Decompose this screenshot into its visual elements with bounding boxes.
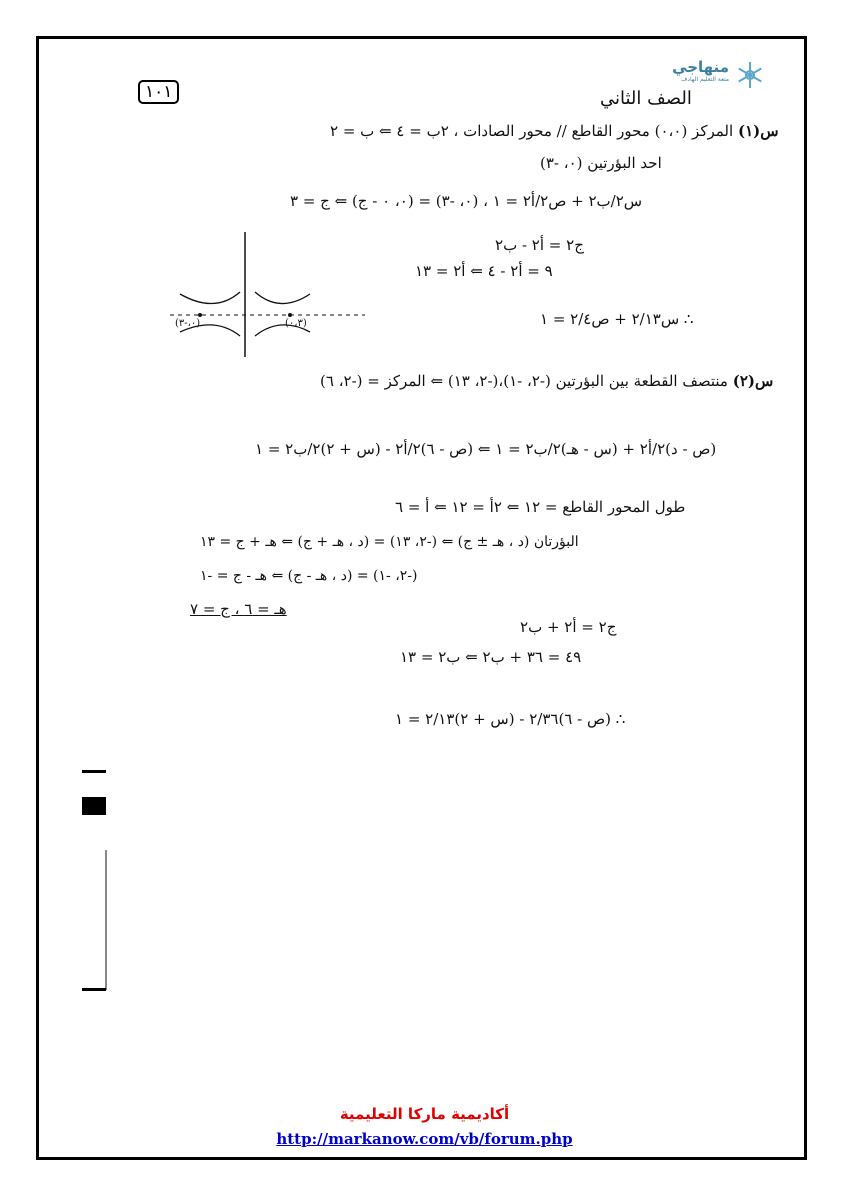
q2-label: س(٢) <box>732 372 774 390</box>
logo-text <box>672 58 729 83</box>
q1-line4b: ٩ = أ٢ - ٤ ⇐ أ٢ = ١٣ <box>415 262 553 280</box>
snowflake-icon <box>735 60 765 90</box>
footer-academy-name: أكاديمية ماركا التعليمية <box>339 1105 510 1123</box>
q1-line2: احد البؤرتين (٠، -٣) <box>540 154 662 172</box>
sketch-right-point: (٠،٣) <box>285 318 307 329</box>
scan-mark-bottom <box>82 988 106 991</box>
q1-line3: س٢/ب٢ + ص٢/أ٢ = ١ ، (٠، -٣) = (٠، ٠ - ج) ⇐ ج = ٣ <box>290 192 643 210</box>
scan-mark-top <box>82 770 106 773</box>
sketch-left-point: (٠،-٣) <box>175 318 201 329</box>
page-number: ١٠١ <box>138 80 179 104</box>
q2-text-1: منتصف القطعة بين البؤرتين (-٢، -١)،(-٢، ١٣) ⇐ المركز = (-٢، ٦) <box>320 372 728 390</box>
q1-line1 <box>330 122 779 140</box>
hyperbola-sketch <box>170 232 370 357</box>
q2-line3: طول المحور القاطع = ١٢ ⇐ ٢أ = ١٢ ⇐ أ = ٦ <box>395 498 686 516</box>
forum-link[interactable]: http://markanow.com/vb/forum.php <box>276 1130 573 1148</box>
q2-line7: ج٢ = أ٢ + ب٢ <box>520 618 617 636</box>
logo-name: منهاجي <box>672 58 729 76</box>
logo-tagline: متعة التعليم الهادف <box>681 76 729 83</box>
q2-line9: ∴ (ص - ٦)٢/٣٦ - (س + ٢)٢/١٣ = ١ <box>395 710 626 728</box>
q1-line4a: ج٢ = أ٢ - ب٢ <box>495 236 584 254</box>
q2-line4: البؤرتان (د ، هـ ± ج) ⇐ (-٢، ١٣) = (د ، هـ + ج) ⇐ هـ + ج = ١٣ <box>200 534 579 550</box>
q2-line2: (ص - د)٢/أ٢ + (س - هـ)٢/ب٢ = ١ ⇐ (ص - ٦)٢/أ٢ - (س + ٢)٢/ب٢ = ١ <box>255 440 717 458</box>
footer-url <box>0 1130 849 1148</box>
q2-line5: (-٢، -١) = (د ، هـ - ج) ⇐ هـ - ج = -١ <box>200 568 418 584</box>
q2-line8: ٤٩ = ٣٦ + ب٢ ⇐ ب٢ = ١٣ <box>400 648 582 666</box>
q2-line6: هـ = ٦ ، ج = ٧ <box>190 600 287 618</box>
worksheet-title: الصف الثاني <box>600 88 692 109</box>
q1-text-1: المركز (٠،٠) محور القاطع // محور الصادات ، ٢ب = ٤ ⇐ ب = ٢ <box>330 122 734 140</box>
scan-mark-line <box>105 850 107 990</box>
q1-line5: ∴ س٢/١٣ + ص٢/٤ = ١ <box>540 310 694 328</box>
q2-line1 <box>320 372 773 390</box>
q1-label: س(١) <box>737 122 779 140</box>
scan-mark-block <box>82 797 106 815</box>
